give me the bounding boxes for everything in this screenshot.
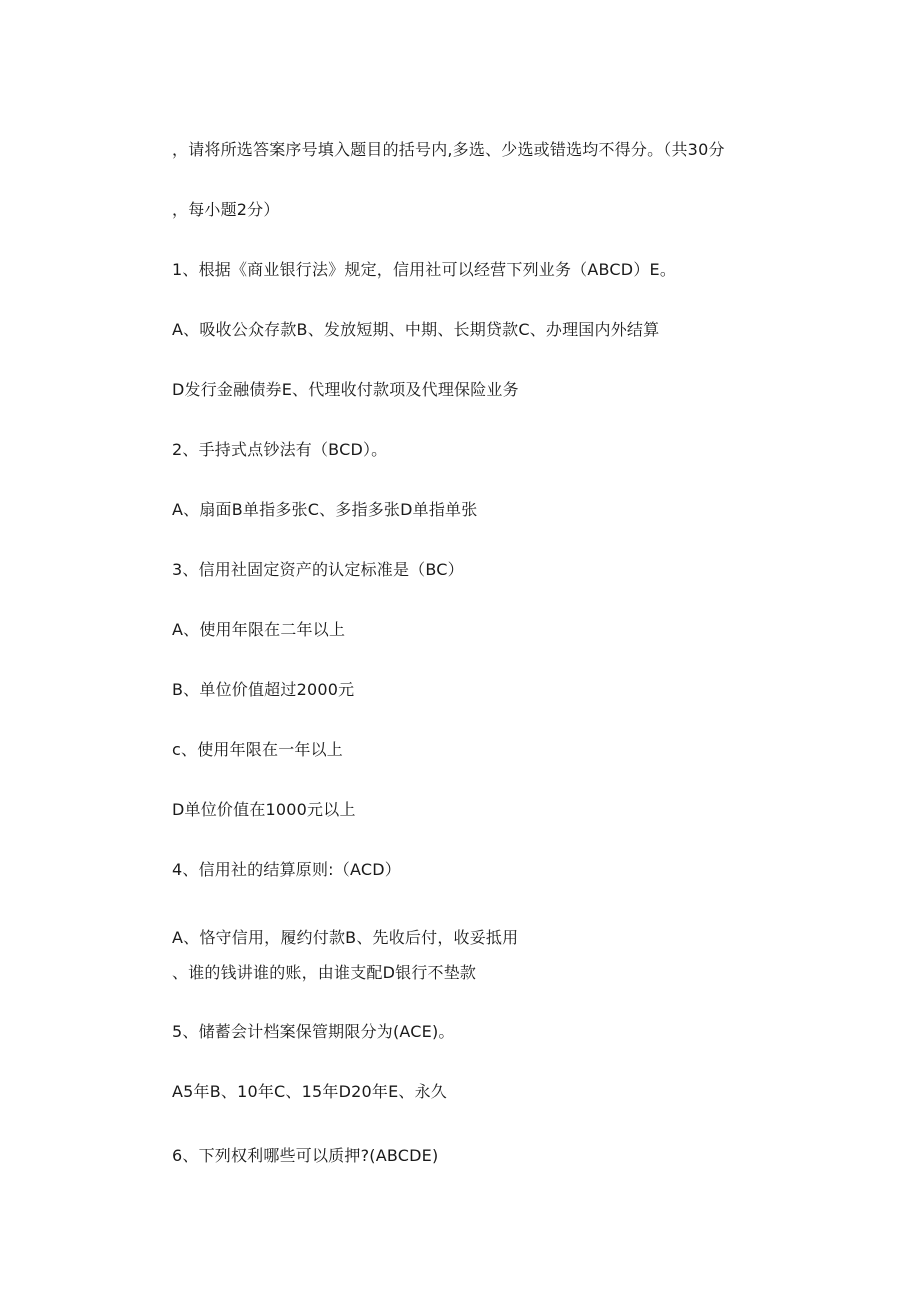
question-3-option-d: D单位价值在1000元以上 — [172, 800, 356, 819]
question-3-option-b: B、单位价值超过2000元 — [172, 680, 355, 699]
question-3: 3、信用社固定资产的认定标准是（BC） — [172, 560, 464, 579]
question-5-options: A5年B、10年C、15年D20年E、永久 — [172, 1082, 447, 1101]
instruction-line-1: ，请将所选答案序号填入题目的括号内,多选、少选或错选均不得分。（共30分 — [172, 140, 725, 159]
question-1-options-a: A、吸收公众存款B、发放短期、中期、长期贷款C、办理国内外结算 — [172, 320, 660, 339]
question-3-option-c: c、使用年限在一年以上 — [172, 740, 343, 759]
question-2: 2、手持式点钞法有（BCD）。 — [172, 440, 388, 459]
question-1-options-b: D发行金融债券E、代理收付款项及代理保险业务 — [172, 380, 519, 399]
question-4: 4、信用社的结算原则:（ACD） — [172, 860, 401, 879]
instruction-line-2: ，每小题2分） — [172, 200, 280, 219]
question-3-option-a: A、使用年限在二年以上 — [172, 620, 346, 639]
question-4-options-b: 、谁的钱讲谁的账，由谁支配D银行不垫款 — [172, 963, 477, 982]
question-1: 1、根据《商业银行法》规定，信用社可以经营下列业务（ABCD）E。 — [172, 260, 677, 279]
question-6: 6、下列权利哪些可以质押?(ABCDE) — [172, 1146, 439, 1165]
question-5: 5、储蓄会计档案保管期限分为(ACE)。 — [172, 1022, 455, 1041]
question-2-options: A、扇面B单指多张C、多指多张D单指单张 — [172, 500, 478, 519]
question-4-options-a: A、恪守信用，履约付款B、先收后付，收妥抵用 — [172, 928, 519, 947]
